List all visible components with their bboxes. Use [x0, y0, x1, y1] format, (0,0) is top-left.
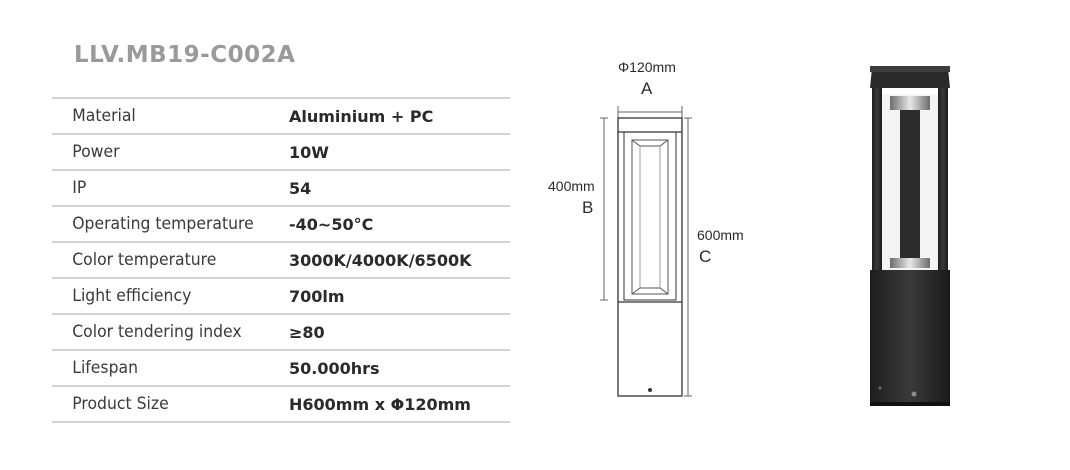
product-model-title: LLV.MB19-C002A — [74, 42, 296, 68]
product-render-svg — [856, 58, 966, 418]
drawing-screw — [648, 388, 652, 392]
drawing-lens-lines — [640, 146, 660, 288]
render-top-edge — [870, 66, 950, 72]
spec-row-ip — [52, 171, 510, 207]
spec-label: Light efficiency — [72, 286, 192, 306]
render-center-column — [900, 98, 920, 266]
dim-c-value: 600mm — [697, 227, 744, 243]
spec-row-product-size — [52, 387, 510, 423]
render-side-dot — [879, 387, 882, 390]
spec-label: Color tendering index — [72, 322, 242, 342]
spec-value: 10W — [289, 142, 329, 162]
spec-value: 700lm — [289, 286, 345, 306]
spec-row-material — [52, 99, 510, 135]
spec-label: Material — [72, 106, 136, 126]
render-pillar-left — [872, 88, 882, 270]
spec-value: H600mm x Φ120mm — [289, 394, 471, 414]
spec-label: Power — [72, 142, 120, 162]
spec-row-color-temperature — [52, 243, 510, 279]
spec-label: Operating temperature — [72, 214, 254, 234]
spec-value: ≥80 — [289, 322, 325, 342]
product-render — [856, 58, 966, 418]
dim-a-value: Φ120mm — [618, 59, 676, 75]
render-screw — [912, 392, 917, 397]
spec-value: 50.000hrs — [289, 358, 380, 378]
spec-value: 3000K/4000K/6500K — [289, 250, 472, 270]
dim-b-value: 400mm — [548, 178, 595, 194]
spec-table — [52, 97, 510, 423]
dim-a-letter: A — [641, 79, 653, 98]
spec-row-light-efficiency — [52, 279, 510, 315]
dim-b-letter: B — [582, 198, 594, 217]
spec-row-operating-temperature — [52, 207, 510, 243]
render-pillar-right — [938, 88, 948, 270]
dim-c-letter: C — [699, 247, 712, 266]
render-base — [870, 270, 950, 402]
render-base-bottom — [870, 402, 950, 406]
spec-label: Color temperature — [72, 250, 217, 270]
spec-label: IP — [72, 178, 87, 198]
render-bottom-glow — [890, 258, 930, 268]
dimension-drawing-svg — [540, 50, 800, 410]
spec-value: -40~50°C — [289, 214, 374, 234]
spec-label: Product Size — [72, 394, 169, 414]
spec-value: 54 — [289, 178, 312, 198]
spec-row-color-index — [52, 315, 510, 351]
spec-label: Lifespan — [72, 358, 139, 378]
drawing-window-inner — [632, 140, 668, 294]
dimension-drawing — [540, 50, 800, 410]
spec-row-power — [52, 135, 510, 171]
spec-value: Aluminium + PC — [289, 106, 434, 126]
drawing-bottom-reflector — [632, 288, 668, 294]
drawing-top-reflector — [632, 140, 668, 146]
spec-row-lifespan — [52, 351, 510, 387]
render-top-glow — [890, 96, 930, 110]
drawing-body-outline — [618, 118, 682, 396]
